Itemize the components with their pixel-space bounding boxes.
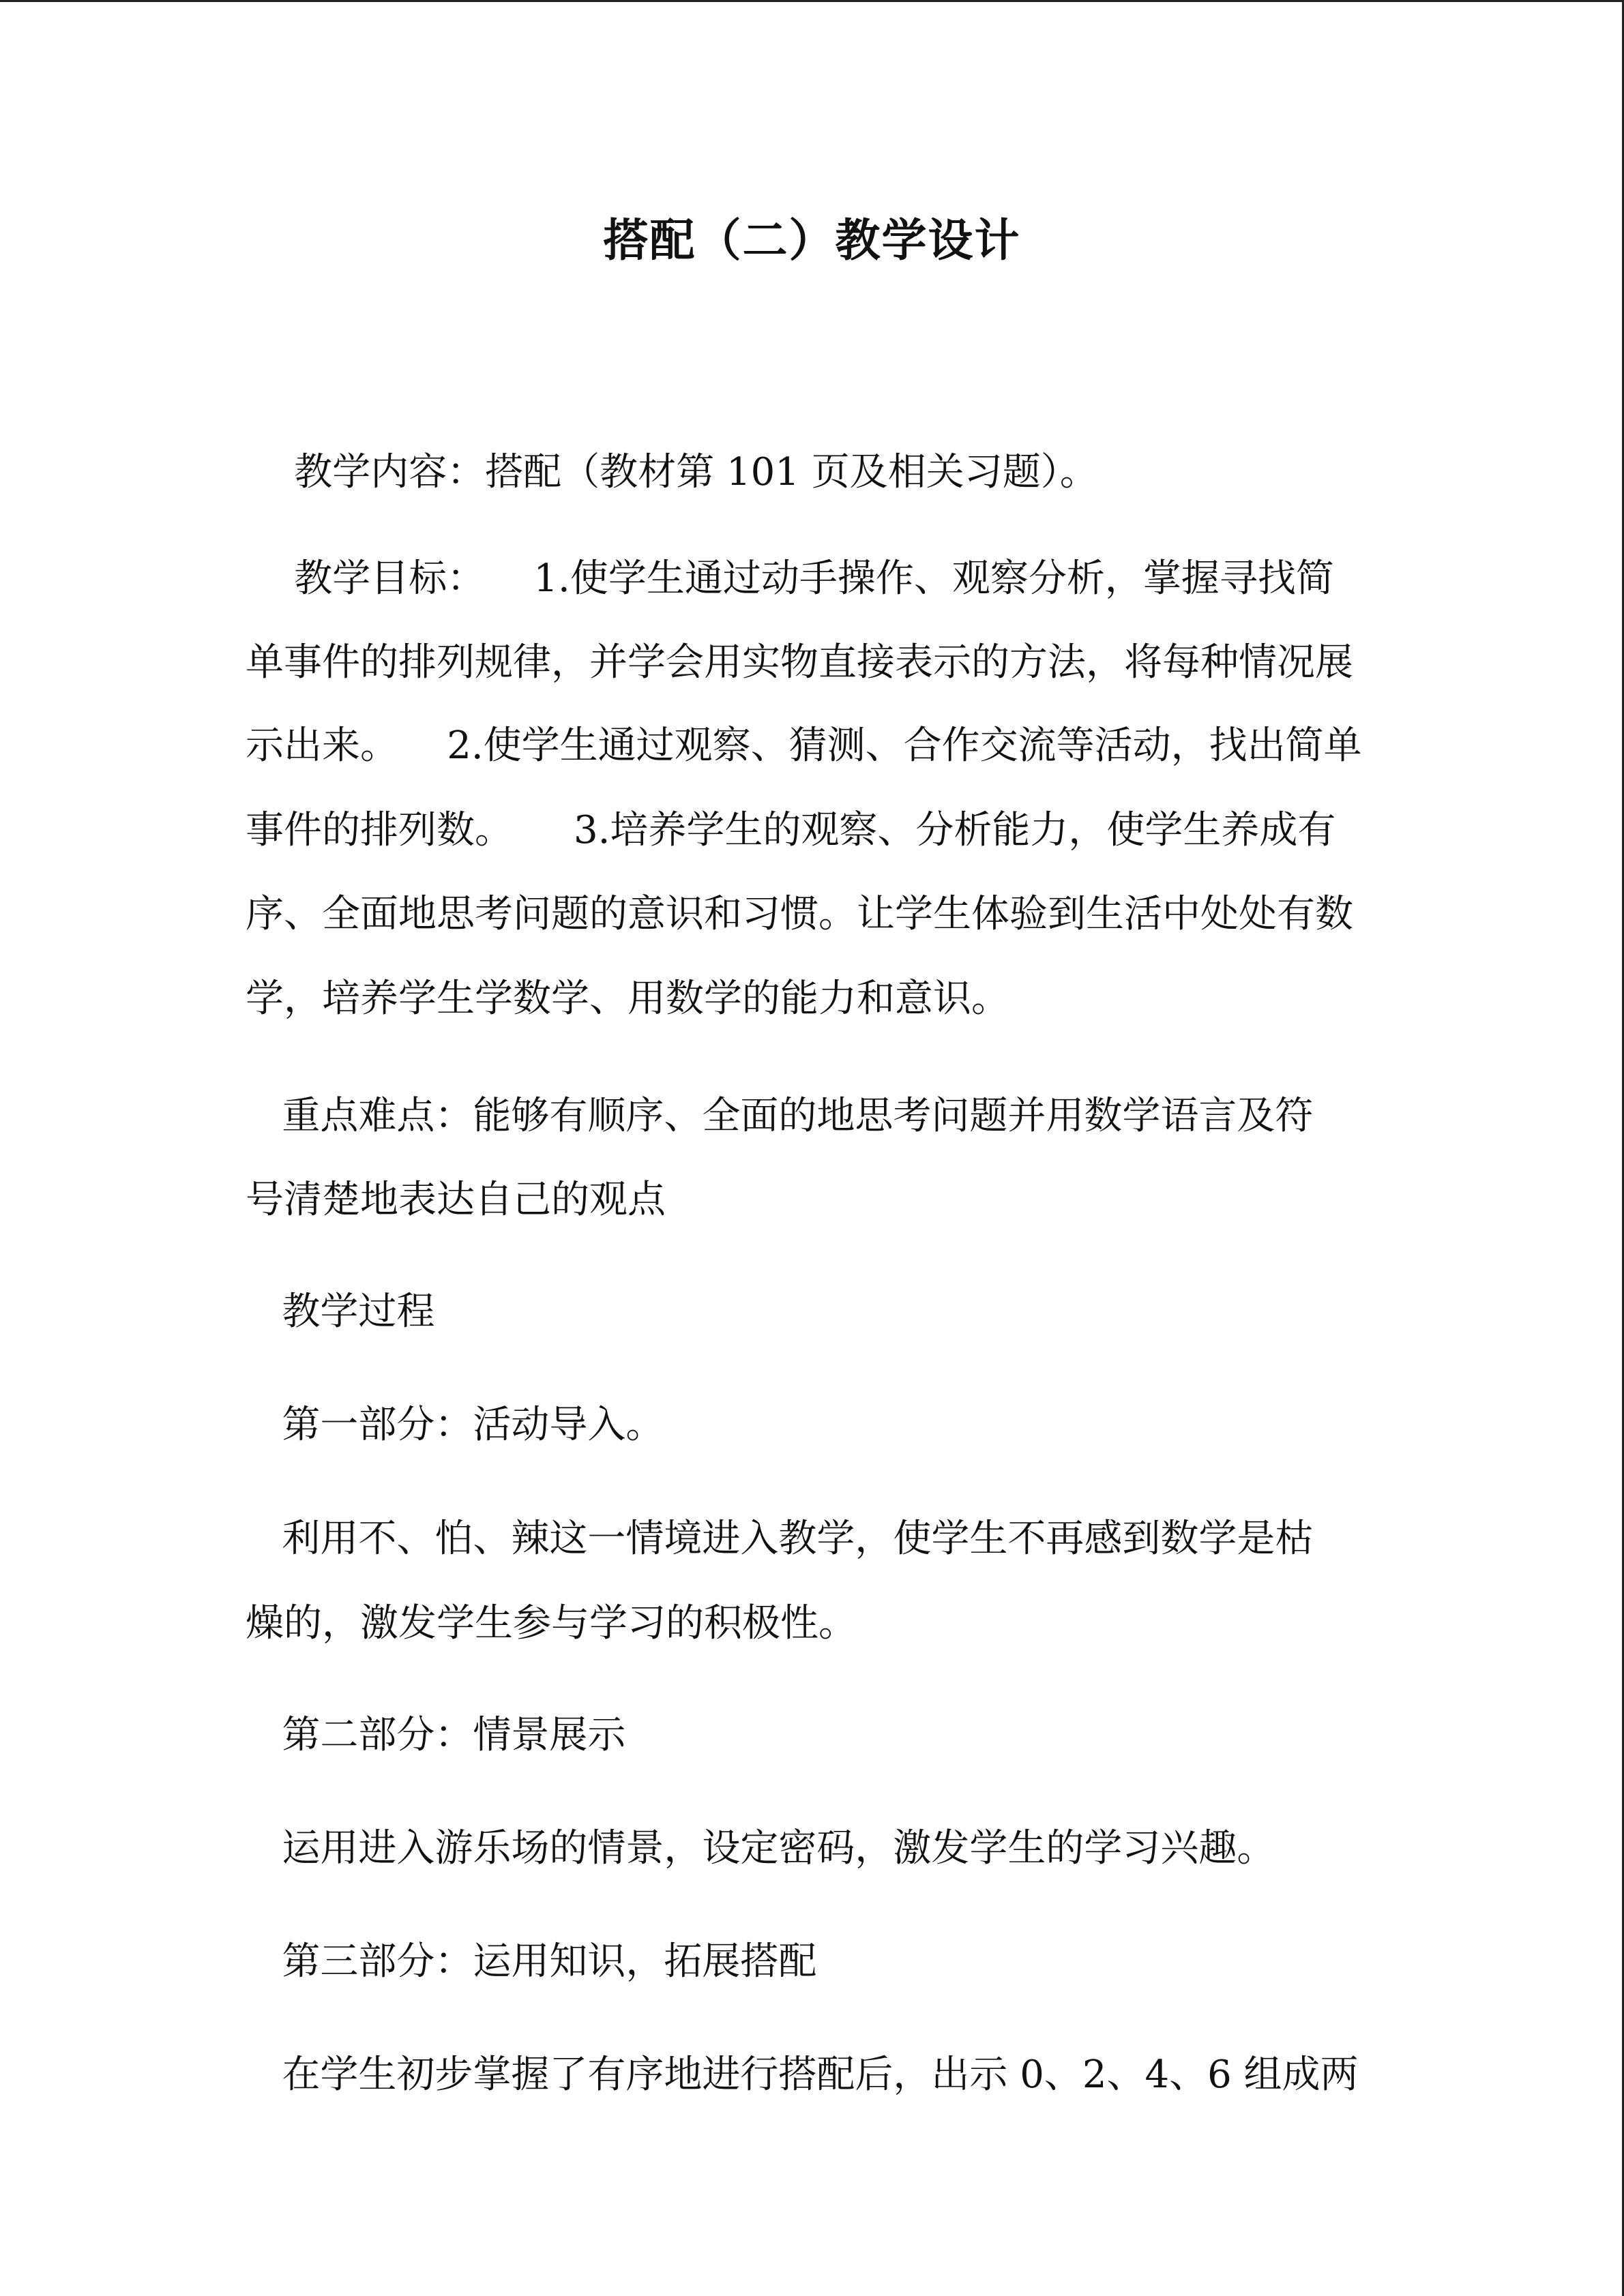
section-heading-part-one: 第一部分：活动导入。 (246, 1403, 664, 1447)
section-heading-part-two: 第二部分：情景展示 (246, 1713, 626, 1757)
line-teaching-goals: 教学目标： 1.使学生通过动手操作、观察分析，掌握寻找简 (246, 556, 1334, 601)
body-line: 学，培养学生学数学、用数学的能力和意识。 (246, 976, 1009, 1021)
body-line: 序、全面地思考问题的意识和习惯。让学生体验到生活中处处有数 (246, 892, 1353, 936)
body-line: 示出来。 2.使学生通过观察、猜测、合作交流等活动，找出简单 (246, 724, 1362, 768)
line-key-difficulty: 重点难点：能够有顺序、全面的地思考问题并用数学语言及符 (246, 1094, 1314, 1138)
line-teaching-content: 教学内容：搭配（教材第 101 页及相关习题）。 (246, 450, 1098, 494)
document-title: 搭配（二）教学设计 (603, 214, 1021, 267)
body-line: 运用进入游乐场的情景，设定密码，激发学生的学习兴趣。 (246, 1826, 1275, 1870)
body-line: 在学生初步掌握了有序地进行搭配后，出示 0、2、4、6 组成两 (246, 2053, 1359, 2097)
section-heading-teaching-process: 教学过程 (246, 1289, 435, 1334)
body-line: 事件的排列数。 3.培养学生的观察、分析能力，使学生养成有 (246, 808, 1336, 852)
body-line: 利用不、怕、辣这一情境进入教学，使学生不再感到数学是枯 (246, 1517, 1314, 1561)
body-line: 单事件的排列规律，并学会用实物直接表示的方法，将每种情况展 (246, 640, 1353, 685)
body-line: 号清楚地表达自己的观点 (246, 1178, 666, 1222)
body-line: 燥的，激发学生参与学习的积极性。 (246, 1601, 857, 1645)
section-heading-part-three: 第三部分：运用知识，拓展搭配 (246, 1939, 817, 1984)
